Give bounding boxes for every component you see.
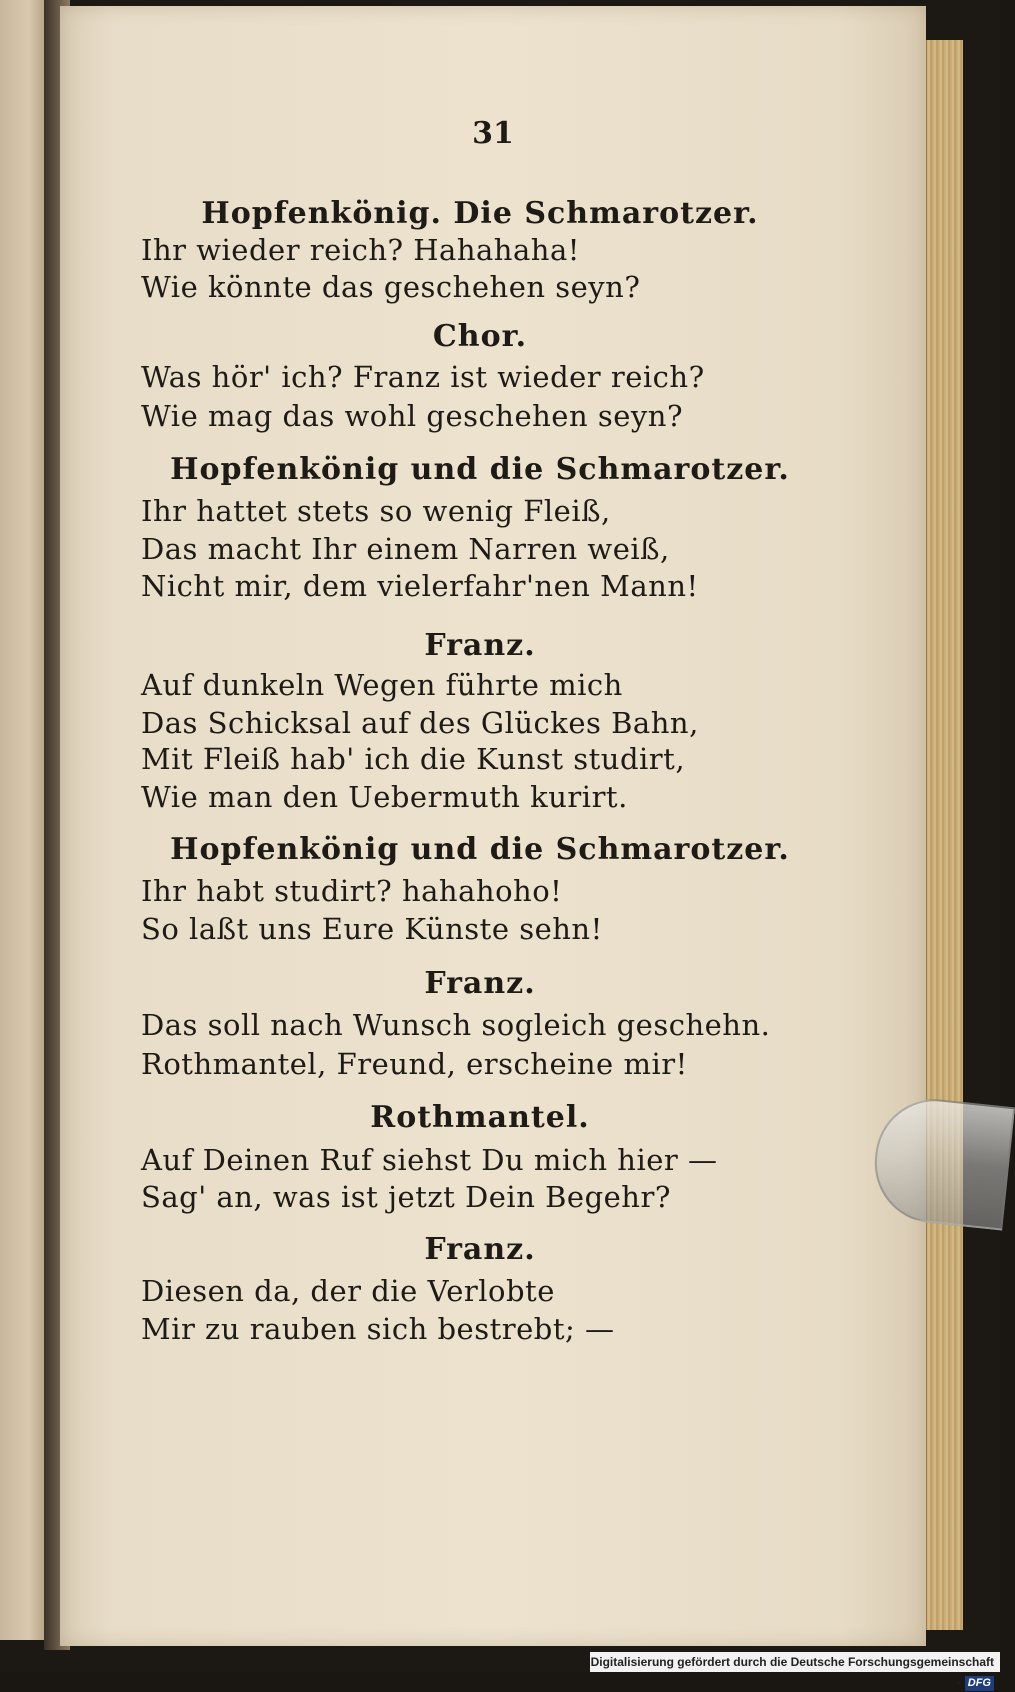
- verse-line: Das macht Ihr einem Narren weiß,: [141, 532, 670, 566]
- verse-line: Das Schicksal auf des Glückes Bahn,: [141, 706, 699, 740]
- verse-line: Mit Fleiß hab' ich die Kunst studirt,: [141, 742, 686, 776]
- verse-line: Wie könnte das geschehen seyn?: [141, 270, 641, 304]
- verse-line: Ihr wieder reich? Hahahaha!: [141, 233, 580, 267]
- speaker-heading: Hopfenkönig und die Schmarotzer.: [170, 832, 790, 867]
- speaker-heading: Franz.: [424, 966, 536, 1001]
- page-stack-edge: [926, 40, 963, 1630]
- verse-line: Wie mag das wohl geschehen seyn?: [141, 399, 684, 433]
- speaker-heading: Franz.: [424, 628, 536, 663]
- verse-line: Mir zu rauben sich bestrebt; —: [141, 1312, 615, 1346]
- speaker-heading: Hopfenkönig. Die Schmarotzer.: [201, 196, 759, 231]
- verse-line: So laßt uns Eure Künste sehn!: [141, 912, 603, 946]
- verse-line: Rothmantel, Freund, erscheine mir!: [141, 1047, 688, 1081]
- digitization-footer: [590, 1652, 1000, 1689]
- speaker-heading: Franz.: [424, 1232, 536, 1267]
- verse-line: Das soll nach Wunsch sogleich geschehn.: [141, 1008, 771, 1042]
- verse-line: Ihr habt studirt? hahahoho!: [141, 874, 563, 908]
- speaker-heading: Hopfenkönig und die Schmarotzer.: [170, 452, 790, 487]
- verse-line: Nicht mir, dem vielerfahr'nen Mann!: [141, 569, 699, 603]
- footer-text: Digitalisierung gefördert durch die Deutsche Forschungsgemeinschaft -: [590, 1655, 994, 1689]
- verse-line: Wie man den Uebermuth kurirt.: [141, 780, 628, 814]
- verse-line: Diesen da, der die Verlobte: [141, 1274, 555, 1308]
- speaker-heading: Rothmantel.: [370, 1100, 590, 1135]
- verse-line: Auf Deinen Ruf siehst Du mich hier —: [141, 1143, 718, 1177]
- verse-line: Auf dunkeln Wegen führte mich: [141, 668, 623, 702]
- verse-line: Was hör' ich? Franz ist wieder reich?: [141, 360, 705, 394]
- speaker-heading: Chor.: [432, 319, 528, 354]
- verse-line: Ihr hattet stets so wenig Fleiß,: [141, 494, 611, 528]
- page-text: [60, 6, 926, 1646]
- book-page: [60, 6, 926, 1646]
- page-number: 31: [472, 116, 514, 151]
- verse-line: Sag' an, was ist jetzt Dein Begehr?: [141, 1180, 671, 1214]
- dfg-logo: DFG: [965, 1676, 994, 1691]
